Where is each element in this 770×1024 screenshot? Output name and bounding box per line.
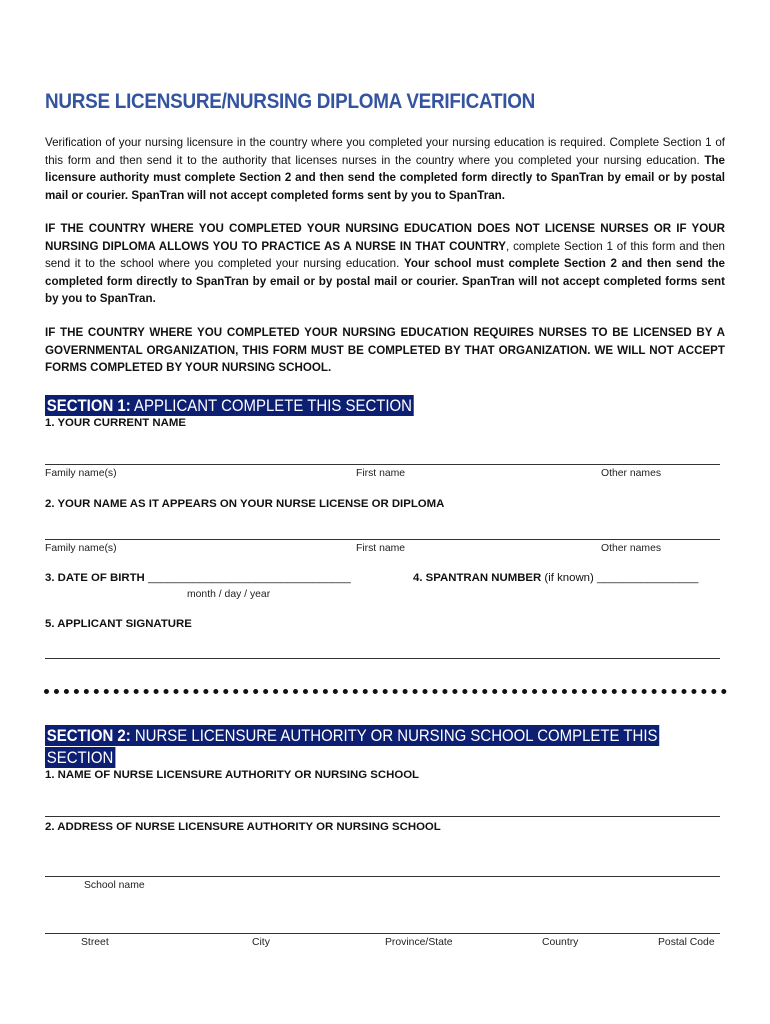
intro-p1-normal: Verification of your nursing licensure in the country where you completed your nursing education is required. Complete Section 1 of this form and then send it to the authority that licenses nurses in the country where you completed your nursing education. [45, 136, 725, 167]
date-of-birth-text: 3. DATE OF BIRTH [45, 572, 145, 584]
section-1-number: SECTION 1: [46, 396, 131, 415]
current-family-name-caption: Family name(s) [45, 468, 117, 479]
spantran-number-field[interactable]: (if known) ________________ [541, 572, 699, 584]
country-caption: Country [542, 937, 579, 948]
section-1-title: APPLICANT COMPLETE THIS SECTION [130, 396, 412, 415]
date-of-birth-format-hint: month / day / year [187, 589, 271, 600]
intro-p2-bold: IF THE COUNTRY WHERE YOU COMPLETED YOUR NURSING EDUCATION DOES NOT LICENSE NURSES OR IF YOUR NURSING DIPLOMA ALLOWS YOU TO PRACTICE AS A NURSE IN THAT COUNTRY [45, 222, 725, 253]
authority-address-label: 2. ADDRESS OF NURSE LICENSURE AUTHORITY OR NURSING SCHOOL [45, 821, 441, 833]
license-name-label: 2. YOUR NAME AS IT APPEARS ON YOUR NURSE LICENSE OR DIPLOMA [45, 498, 445, 510]
school-name-caption: School name [84, 880, 145, 891]
intro-p2-bold2: Your school must complete Section 2 and then send the completed form directly to SpanTran by email or by postal mail or courier. SpanTran will not accept completed forms sent by you to SpanTran. [45, 257, 725, 306]
section-2-title: NURSE LICENSURE AUTHORITY OR NURSING SCHOOL COMPLETE THIS [130, 726, 658, 745]
applicant-signature-field[interactable] [45, 658, 720, 659]
license-family-name-caption: Family name(s) [45, 543, 117, 554]
date-of-birth-label [45, 572, 351, 584]
section-divider [44, 689, 727, 694]
section-2-number: SECTION 2: [46, 726, 131, 745]
intro-p3-bold: IF THE COUNTRY WHERE YOU COMPLETED YOUR NURSING EDUCATION REQUIRES NURSES TO BE LICENSED BY A GOVERNMENTAL ORGANIZATION, THIS FORM MUST BE COMPLETED BY THAT ORGANIZATION. WE WILL NOT ACCEPT FORMS COMPLETED BY YOUR NURSING SCHOOL. [45, 326, 725, 375]
applicant-signature-label: 5. APPLICANT SIGNATURE [45, 618, 192, 630]
spantran-number-label [413, 572, 698, 584]
authority-name-label: 1. NAME OF NURSE LICENSURE AUTHORITY OR NURSING SCHOOL [45, 769, 420, 781]
postal-code-caption: Postal Code [658, 937, 715, 948]
intro-paragraph-3 [45, 324, 725, 377]
street-caption: Street [81, 937, 109, 948]
intro-p1-bold: The licensure authority must complete Section 2 and then send the completed form directly to SpanTran by email or by postal mail or courier. SpanTran will not accept completed forms sent by you to SpanTran. [45, 153, 725, 202]
city-caption: City [252, 937, 270, 948]
intro-p2-normal: , complete Section 1 of this form and then send it to the school where you completed your nursing education. [45, 239, 725, 271]
province-caption: Province/State [385, 937, 453, 948]
school-name-field[interactable] [45, 876, 720, 877]
spantran-number-text: 4. SPANTRAN NUMBER [413, 572, 542, 584]
intro-paragraph-1 [45, 134, 725, 204]
address-field[interactable] [45, 933, 720, 934]
license-first-name-caption: First name [356, 543, 406, 554]
current-first-name-caption: First name [356, 468, 406, 479]
authority-name-field[interactable] [45, 816, 720, 817]
section-1-header [45, 395, 414, 416]
section-2-header-continued: SECTION [46, 748, 114, 767]
date-of-birth-field[interactable]: ________________________________ [147, 572, 351, 584]
intro-paragraph-2 [45, 220, 725, 308]
license-name-field[interactable] [45, 539, 720, 540]
license-other-names-caption: Other names [601, 543, 662, 554]
section-2-header [45, 725, 659, 746]
current-other-names-caption: Other names [601, 468, 662, 479]
page-title: NURSE LICENSURE/NURSING DIPLOMA VERIFICATION [45, 90, 536, 113]
current-name-field[interactable] [45, 464, 720, 465]
current-name-label: 1. YOUR CURRENT NAME [45, 417, 186, 429]
